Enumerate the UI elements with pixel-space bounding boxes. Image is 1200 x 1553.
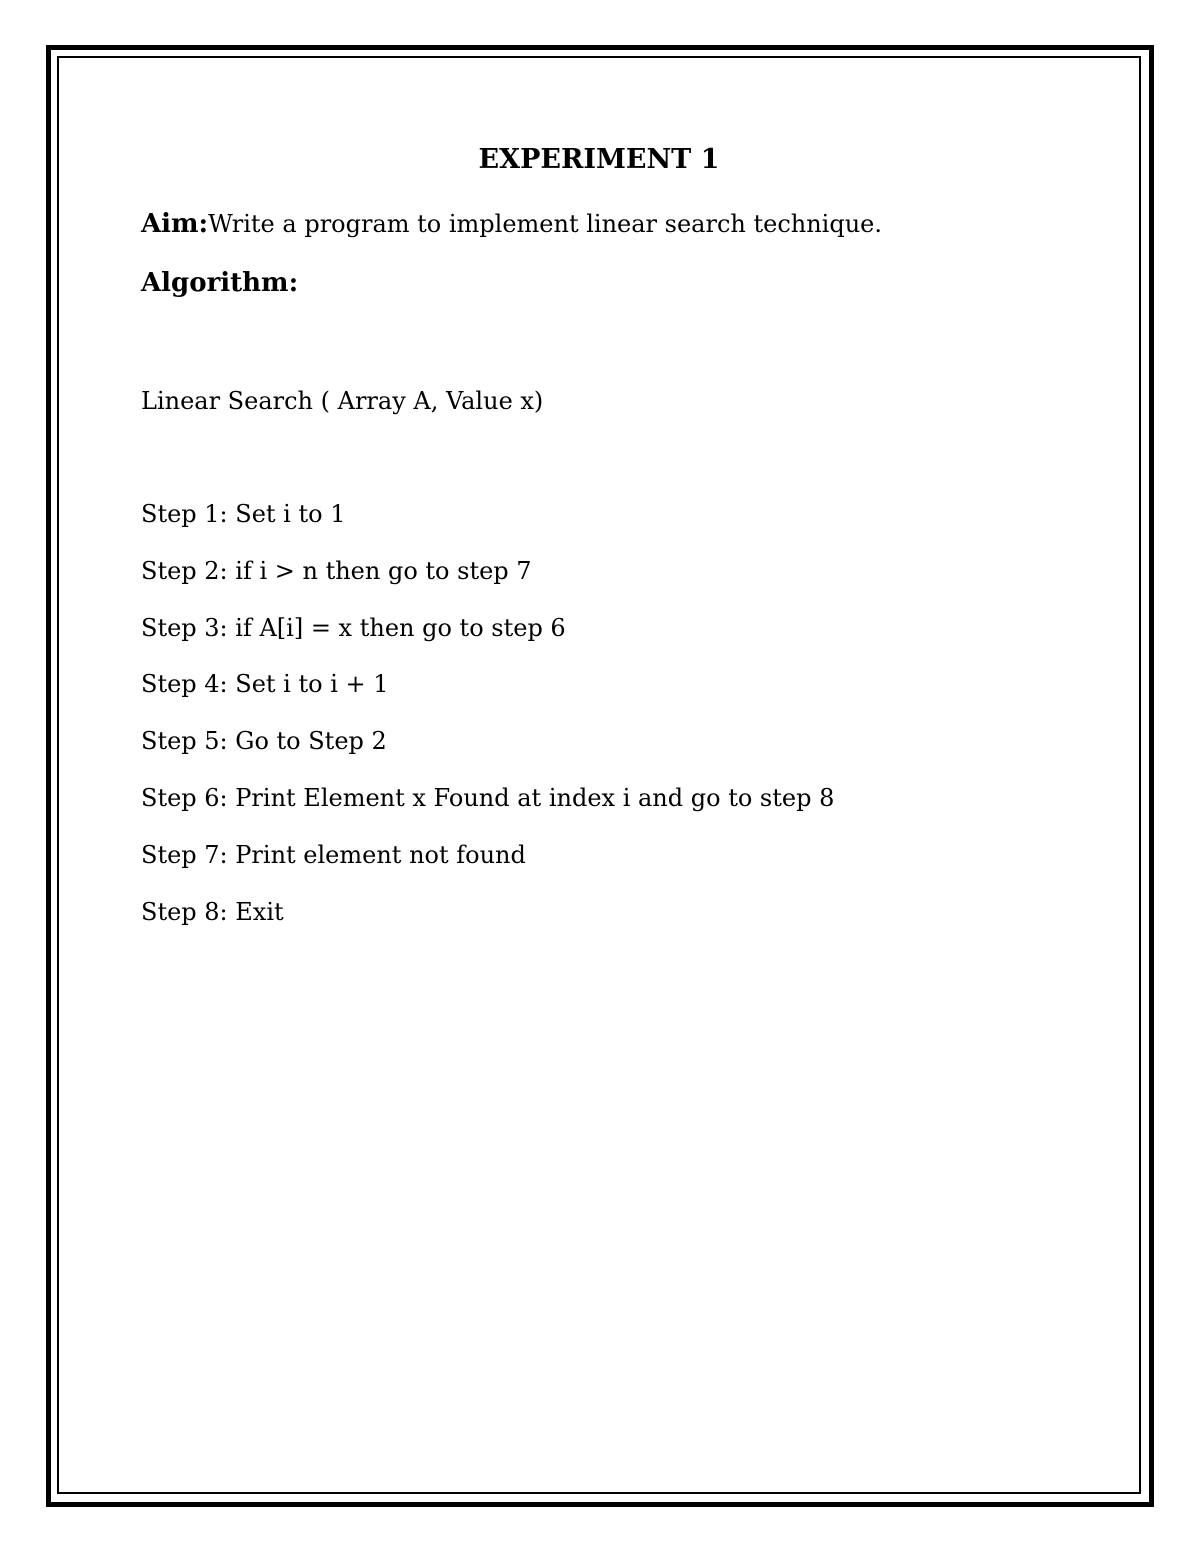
step-item: Step 4: Set i to i + 1 — [141, 670, 389, 699]
step-item: Step 8: Exit — [141, 897, 284, 926]
step-item: Step 6: Print Element x Found at index i and go to step 8 — [141, 783, 835, 812]
step-item: Step 1: Set i to 1 — [141, 500, 346, 528]
aim-text: Write a program to implement linear search technique. — [208, 210, 883, 238]
algorithm-heading: Algorithm: — [141, 268, 299, 298]
algorithm-steps — [141, 498, 834, 952]
step-item: Step 3: if A[i] = x then go to step 6 — [141, 613, 566, 642]
aim-label: Aim: — [141, 209, 209, 239]
algorithm-signature: Linear Search ( Array A, Value x) — [141, 387, 544, 415]
aim-line — [141, 208, 882, 240]
step-item: Step 7: Print element not found — [141, 840, 526, 869]
experiment-title: EXPERIMENT 1 — [478, 144, 720, 175]
step-item: Step 2: if i > n then go to step 7 — [141, 556, 532, 585]
step-item: Step 5: Go to Step 2 — [141, 727, 387, 756]
